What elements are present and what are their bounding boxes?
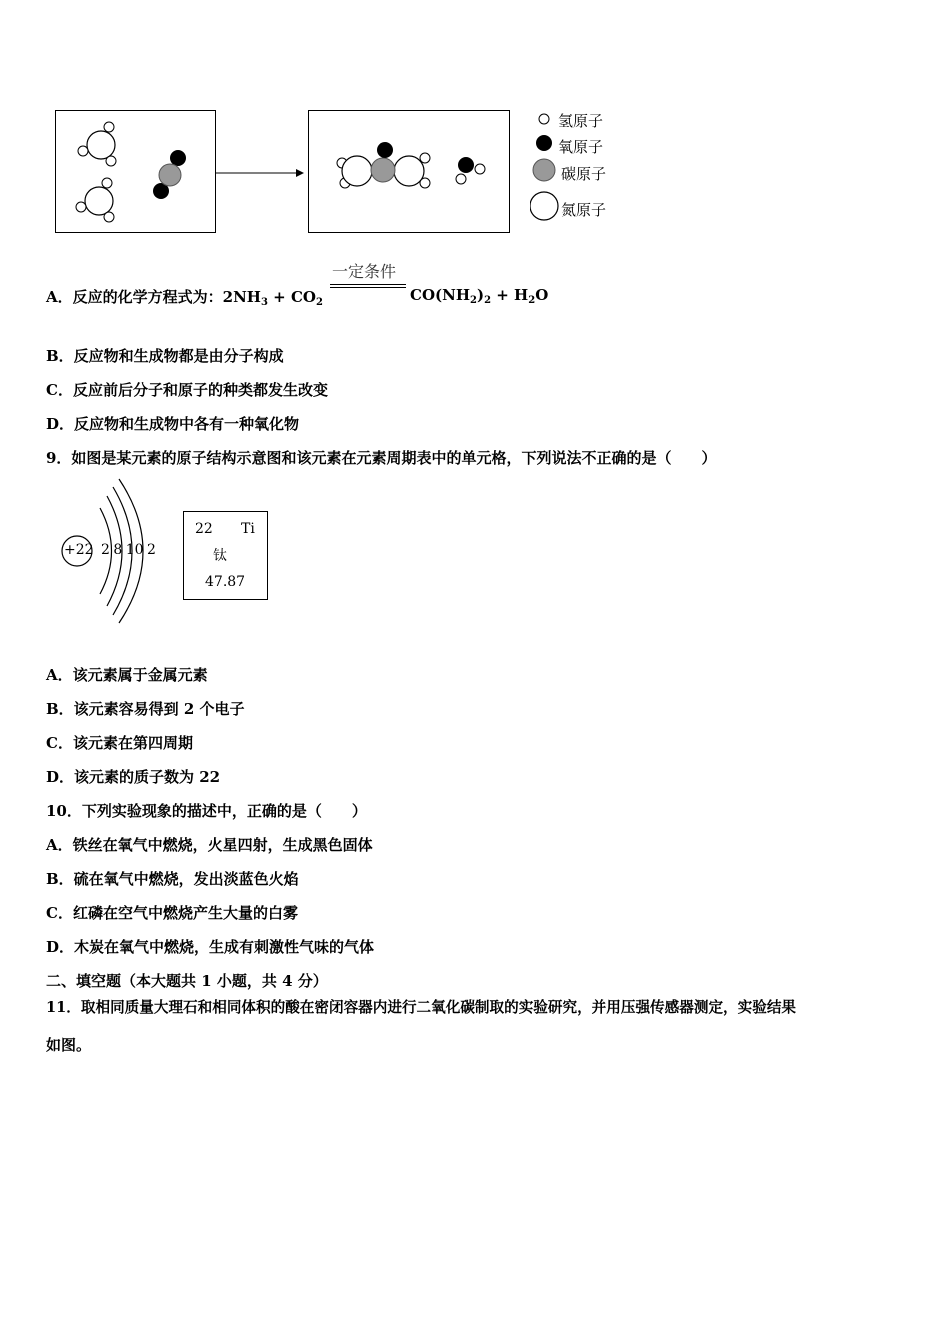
legend-label-oxygen: 氧原子 bbox=[558, 138, 604, 156]
legend-label-nitrogen: 氮原子 bbox=[561, 201, 607, 219]
electron-shells: 2 8 10 2 bbox=[101, 542, 156, 558]
q10-option-c: C．红磷在空气中燃烧产生大量的白雾 bbox=[46, 904, 298, 922]
equation-bar-bottom bbox=[330, 287, 406, 288]
equation-bar-top bbox=[330, 284, 406, 285]
element-symbol: Ti bbox=[241, 521, 255, 537]
q10-option-d: D．木炭在氧气中燃烧，生成有刺激性气味的气体 bbox=[46, 938, 375, 956]
q9-option-b: B．该元素容易得到 2 个电子 bbox=[46, 700, 245, 718]
reaction-condition: 一定条件 bbox=[332, 262, 397, 281]
ammonia-molecule bbox=[76, 178, 114, 222]
carbon-dioxide-molecule bbox=[153, 150, 186, 199]
q9-option-d: D．该元素的质子数为 22 bbox=[46, 768, 221, 786]
q9-option-a: A．该元素属于金属元素 bbox=[46, 666, 208, 684]
periodic-table-cell bbox=[183, 511, 268, 600]
q9-option-c: C．该元素在第四周期 bbox=[46, 734, 193, 752]
q8-option-a-products: $CO(NH_2)_2 + H_2O$ bbox=[410, 286, 549, 306]
q9-stem: 9．如图是某元素的原子结构示意图和该元素在元素周期表中的单元格，下列说法不正确的是（ ） bbox=[46, 449, 717, 467]
q8-option-b: B．反应物和生成物都是由分子构成 bbox=[46, 347, 284, 365]
hydrogen-atom-icon bbox=[539, 114, 549, 124]
element-name: 钛 bbox=[213, 548, 227, 564]
q11-line-2: 如图。 bbox=[46, 1036, 92, 1054]
reactant-molecules bbox=[56, 111, 215, 232]
nitrogen-atom-icon bbox=[530, 192, 558, 220]
atomic-number: 22 bbox=[195, 521, 213, 537]
q10-option-a: A．铁丝在氧气中燃烧，火星四射，生成黑色固体 bbox=[46, 836, 373, 854]
legend-label-hydrogen: 氢原子 bbox=[558, 112, 604, 130]
urea-molecule bbox=[337, 142, 430, 188]
product-molecules bbox=[309, 111, 509, 232]
q8-option-a: A．反应的化学方程式为：$2NH_3 + CO_2$ bbox=[46, 288, 323, 308]
atomic-mass: 47.87 bbox=[205, 574, 246, 590]
nucleus-charge: +22 bbox=[64, 542, 94, 558]
reactants-box bbox=[55, 110, 216, 233]
section-heading: 二、填空题（本大题共 1 小题，共 4 分） bbox=[46, 972, 328, 990]
q8-option-c: C．反应前后分子和原子的种类都发生改变 bbox=[46, 381, 328, 399]
products-box bbox=[308, 110, 510, 233]
carbon-atom-icon bbox=[533, 159, 555, 181]
q10-stem: 10．下列实验现象的描述中，正确的是（ ） bbox=[46, 802, 367, 820]
ammonia-molecule bbox=[78, 122, 116, 166]
water-molecule bbox=[456, 157, 485, 184]
legend-label-carbon: 碳原子 bbox=[561, 165, 607, 183]
q11-line-1: 11．取相同质量大理石和相同体积的酸在密闭容器内进行二氧化碳制取的实验研究，并用压强传感器测定，实验结果 bbox=[46, 999, 797, 1016]
oxygen-atom-icon bbox=[536, 135, 552, 151]
reaction-arrow bbox=[214, 165, 306, 181]
q8-option-d: D．反应物和生成物中各有一种氧化物 bbox=[46, 415, 300, 433]
q10-option-b: B．硫在氧气中燃烧，发出淡蓝色火焰 bbox=[46, 870, 299, 888]
